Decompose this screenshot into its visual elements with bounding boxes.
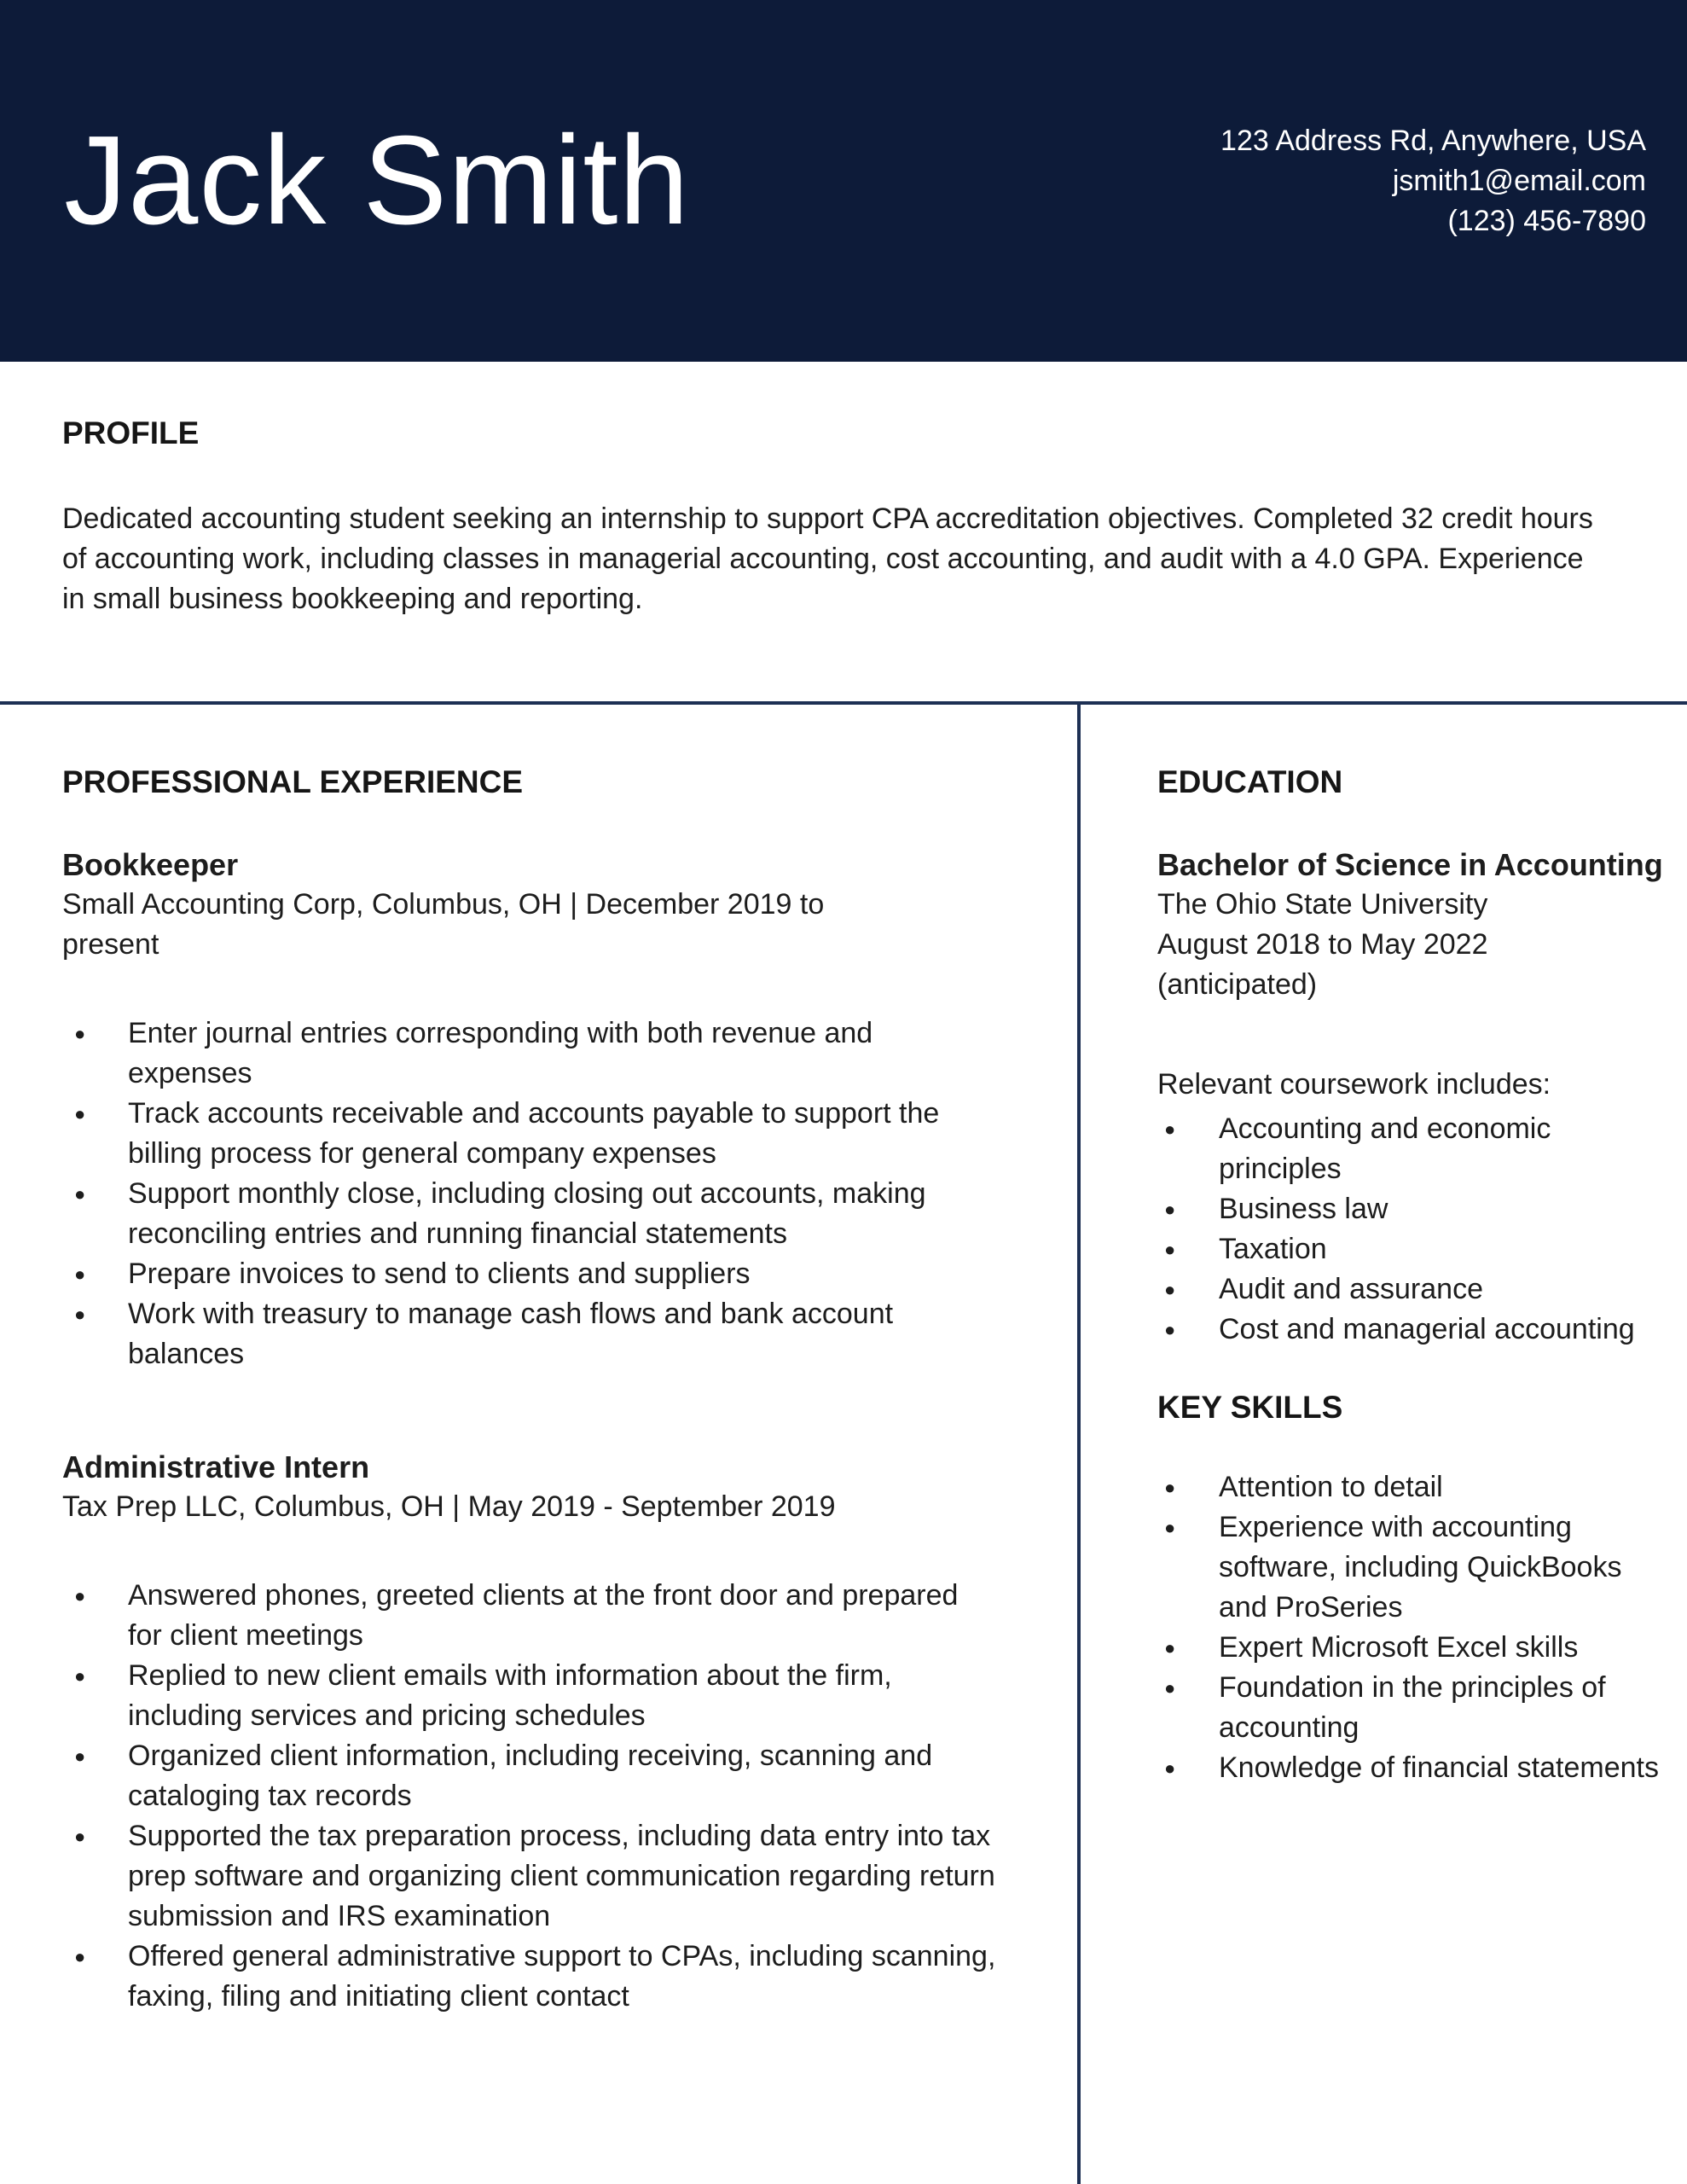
- contact-email: jsmith1@email.com: [1392, 164, 1646, 197]
- bullet-item: ● Enter journal entries corresponding with both revenue and expenses: [62, 1014, 998, 1094]
- bullet-item: ● Work with treasury to manage cash flows and bank account balances: [62, 1294, 998, 1374]
- coursework-label: Relevant coursework includes:: [1157, 1068, 1551, 1101]
- bullet-item: ● Accounting and economic principles: [1157, 1109, 1667, 1189]
- education-skills-column: [1077, 705, 1687, 2184]
- experience-heading: PROFESSIONAL EXPERIENCE: [62, 764, 524, 799]
- bullet-item: ● Expert Microsoft Excel skills: [1157, 1628, 1667, 1668]
- job-title: Bookkeeper: [62, 847, 239, 882]
- bullet-item: ● Track accounts receivable and accounts payable to support the billing process for general company expenses: [62, 1094, 998, 1174]
- degree-title: Bachelor of Science in Accounting: [1157, 847, 1663, 882]
- contact-phone: (123) 456-7890: [1447, 204, 1646, 237]
- bullet-item: ● Support monthly close, including closing out accounts, making reconciling entries and running financial statements: [62, 1174, 998, 1254]
- coursework-list: [1157, 1109, 1667, 1350]
- school-name: The Ohio State University: [1157, 888, 1488, 921]
- job-meta: Tax Prep LLC, Columbus, OH | May 2019 - September 2019: [62, 1490, 836, 1523]
- profile-section: [0, 362, 1687, 619]
- bullet-item: ● Replied to new client emails with information about the firm, including services and pricing schedules: [62, 1656, 998, 1736]
- bullet-item: ● Knowledge of financial statements: [1157, 1748, 1667, 1788]
- key-skills-heading: KEY SKILLS: [1157, 1390, 1343, 1425]
- bullet-item: ● Audit and assurance: [1157, 1269, 1667, 1310]
- job-entry: [62, 1447, 1026, 2017]
- bullet-item: ● Experience with accounting software, including QuickBooks and ProSeries: [1157, 1507, 1667, 1628]
- contact-info: [1220, 121, 1646, 241]
- bullet-item: ● Organized client information, including receiving, scanning and cataloging tax records: [62, 1736, 998, 1816]
- experience-column: [0, 705, 1077, 2184]
- skills-list: [1157, 1467, 1667, 1788]
- bullet-item: ● Cost and managerial accounting: [1157, 1310, 1667, 1350]
- job-bullet-list: [62, 1014, 1026, 1374]
- education-note: (anticipated): [1157, 968, 1318, 1001]
- bullet-item: ● Supported the tax preparation process, including data entry into tax prep software and organizing client communication regarding return submission and IRS examination: [62, 1816, 998, 1937]
- contact-address: 123 Address Rd, Anywhere, USA: [1220, 124, 1646, 157]
- job-meta: Small Accounting Corp, Columbus, OH | December 2019 to present: [62, 888, 825, 961]
- bullet-item: ● Taxation: [1157, 1229, 1667, 1269]
- bullet-item: ● Answered phones, greeted clients at the front door and prepared for client meetings: [62, 1576, 998, 1656]
- bullet-item: ● Offered general administrative support to CPAs, including scanning, faxing, filing and initiating client contact: [62, 1937, 998, 2017]
- job-entry: [62, 845, 1026, 1374]
- bullet-item: ● Attention to detail: [1157, 1467, 1667, 1507]
- candidate-name: Jack Smith: [64, 110, 690, 251]
- education-heading: EDUCATION: [1157, 764, 1343, 799]
- bullet-item: ● Prepare invoices to send to clients and suppliers: [62, 1254, 998, 1294]
- header: [0, 0, 1687, 362]
- job-bullet-list: [62, 1576, 1026, 2017]
- education-dates: August 2018 to May 2022: [1157, 928, 1488, 961]
- two-column-area: [0, 701, 1687, 2184]
- job-title: Administrative Intern: [62, 1449, 370, 1484]
- bullet-item: ● Business law: [1157, 1189, 1667, 1229]
- profile-heading: PROFILE: [62, 415, 200, 450]
- bullet-item: ● Foundation in the principles of accounting: [1157, 1668, 1667, 1748]
- profile-text: Dedicated accounting student seeking an internship to support CPA accreditation objectives. Completed 32 credit hours of accounting work, including classes in managerial accounting, cost accounting, and audit with a 4.0 GPA. Experience in small business bookkeeping and reporting.: [62, 502, 1593, 615]
